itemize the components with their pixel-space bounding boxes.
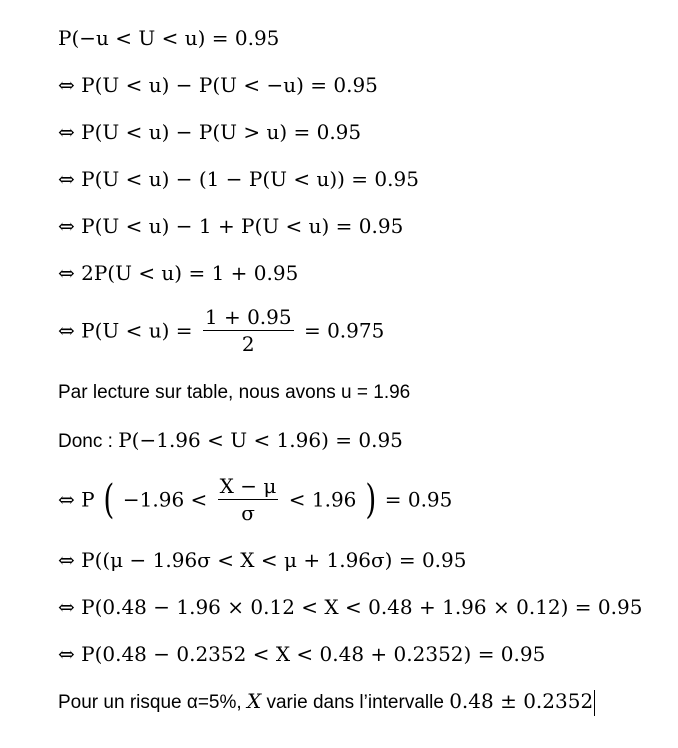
donc-math: P(−1.96 < U < 1.96) = 0.95 xyxy=(118,428,403,452)
equation-line-8: ⇔ P(0.48 − 1.96 × 0.12 < X < 0.48 + 1.96 × 0.12) = 0.95 xyxy=(58,595,643,619)
donc-label: Donc : xyxy=(58,431,119,452)
text-cursor xyxy=(594,690,595,716)
equation-line-6: ⇔ 2P(U < u) = 1 + 0.95 xyxy=(58,261,299,285)
open-paren: ( xyxy=(103,476,115,523)
equation-line-9: ⇔ P(0.48 − 0.2352 < X < 0.48 + 0.2352) = 0.95 xyxy=(58,642,546,666)
fraction-denominator: σ xyxy=(241,501,255,525)
equation-line-4: ⇔ P(U < u) − (1 − P(U < u)) = 0.95 xyxy=(58,167,419,191)
fraction-denominator: 2 xyxy=(241,332,255,356)
conclusion-interval: 0.48 ± 0.2352 xyxy=(449,689,594,713)
fraction-numerator: 1 + 0.95 xyxy=(204,305,292,329)
fraction xyxy=(203,304,294,357)
fraction-right: = 0.975 xyxy=(303,318,385,343)
conclusion-text-1: Pour un risque α=5%, xyxy=(58,692,247,713)
conclusion-line xyxy=(58,689,595,716)
standardized-fraction-equation xyxy=(58,473,452,526)
fraction-numerator: X − μ xyxy=(219,474,277,498)
equation-line-2: ⇔ P(U < u) − P(U < −u) = 0.95 xyxy=(58,73,378,97)
fraction-left: ⇔ P(U < u) = xyxy=(58,318,193,343)
conclusion-var: X xyxy=(246,689,262,713)
prefix: ⇔ P xyxy=(58,487,95,512)
conclusion-text-2: varie dans l’intervalle xyxy=(261,692,450,713)
table-reading-text: Par lecture sur table, nous avons u = 1.96 xyxy=(58,382,411,403)
donc-line xyxy=(58,428,403,454)
equation-line-5: ⇔ P(U < u) − 1 + P(U < u) = 0.95 xyxy=(58,214,404,238)
fraction-x-mu-sigma xyxy=(218,473,279,526)
equation-line-7: ⇔ P((μ − 1.96σ < X < μ + 1.96σ) = 0.95 xyxy=(58,548,467,572)
close-paren: ) xyxy=(365,476,377,523)
right-inner: < 1.96 xyxy=(288,487,357,512)
left-inner: −1.96 < xyxy=(122,487,208,512)
fraction-equation xyxy=(58,304,384,357)
equation-line-3: ⇔ P(U < u) − P(U > u) = 0.95 xyxy=(58,120,362,144)
equation-line-1: P(−u < U < u) = 0.95 xyxy=(58,26,280,50)
fraction-right: = 0.95 xyxy=(384,487,453,512)
